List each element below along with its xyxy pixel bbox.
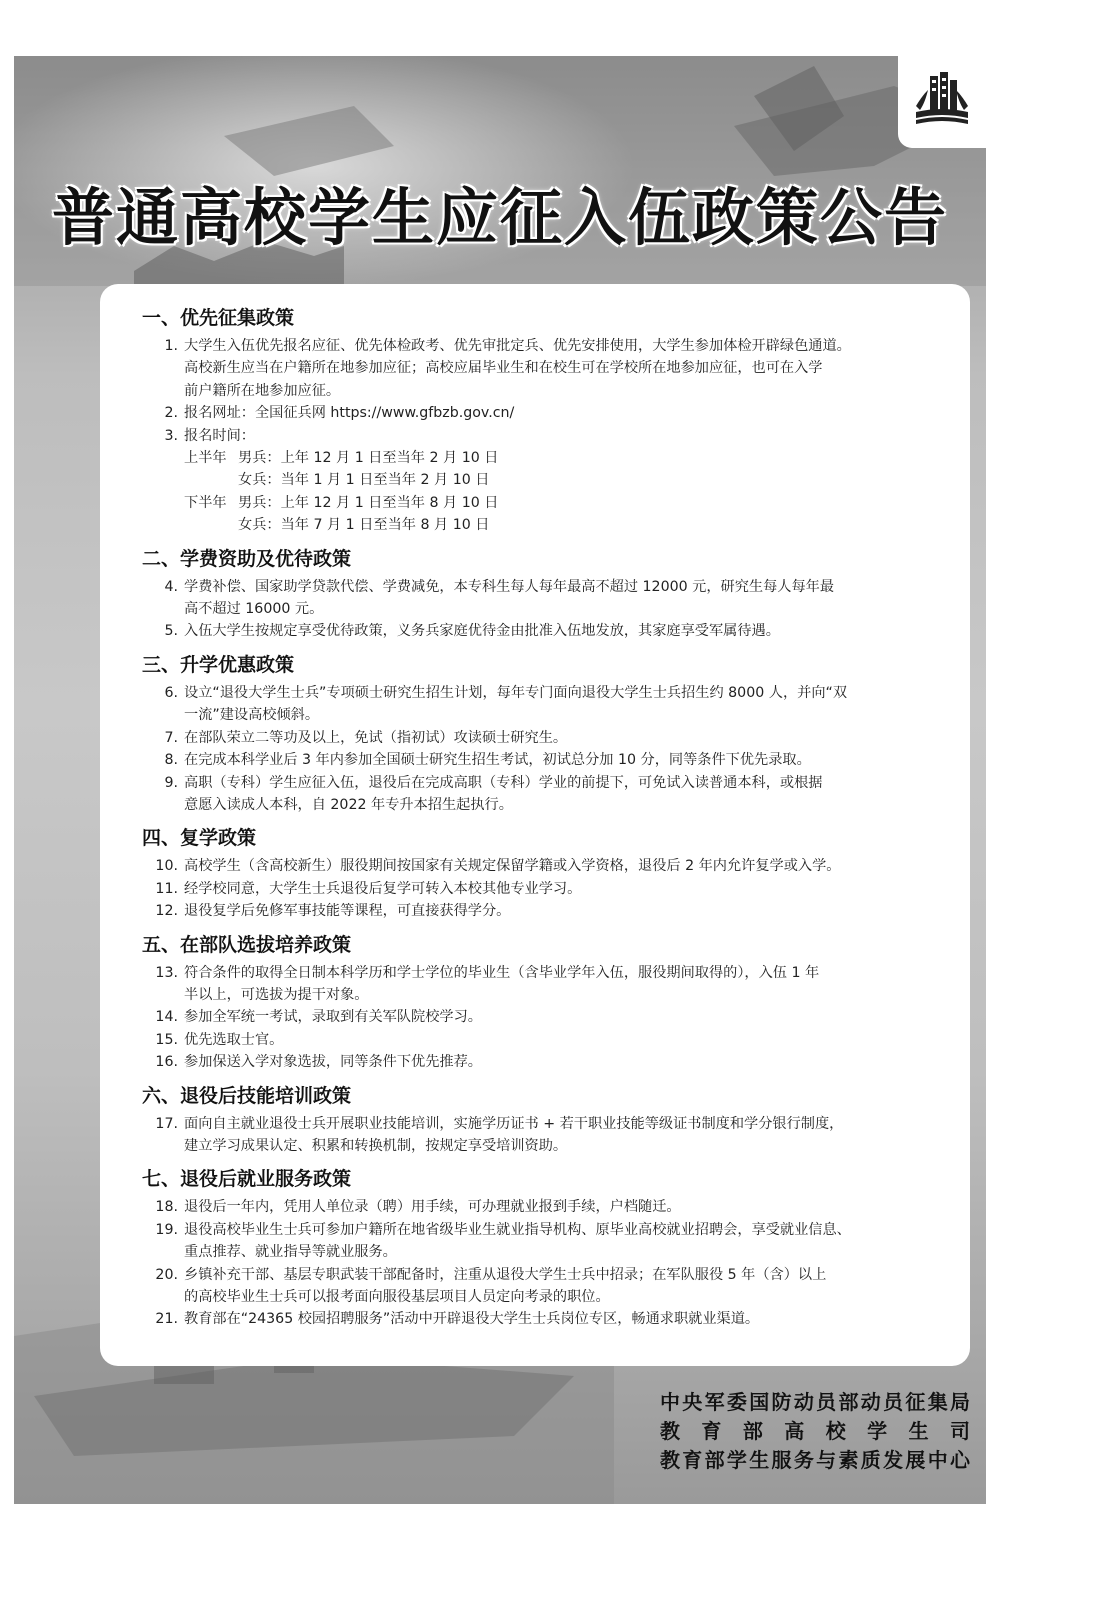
policy-item (142, 727, 942, 749)
item-number: 20. (155, 1266, 178, 1283)
policy-item (142, 1264, 942, 1309)
item-number: 5. (164, 623, 178, 640)
item-number: 21. (155, 1311, 178, 1328)
policy-item (142, 772, 942, 817)
item-number: 14. (155, 1009, 178, 1026)
policy-item (142, 620, 942, 642)
schedule-term: 下半年 (184, 494, 227, 511)
item-text-line: 报名网址：全国征兵网 https://www.gfbzb.gov.cn/ (184, 405, 515, 422)
item-text-line: 高校学生（含高校新生）服役期间按国家有关规定保留学籍或入学资格，退役后 2 年内允许复学或入学。 (184, 858, 841, 875)
schedule-row (142, 447, 942, 469)
logo-tab (898, 56, 986, 148)
item-text-line: 设立“退役大学生士兵”专项硕士研究生招生计划，每年专门面向退役大学生士兵招生约 8000 人，并向“双 (184, 684, 848, 701)
item-number: 7. (164, 729, 178, 746)
item-number: 9. (164, 774, 178, 791)
schedule-row (142, 492, 942, 514)
item-number: 3. (164, 427, 178, 444)
issuer-name: 教育部高校学生司 (660, 1419, 970, 1443)
schedule-row (142, 514, 942, 536)
schedule-term: 上半年 (184, 450, 227, 467)
item-text-line: 重点推荐、就业指导等就业服务。 (184, 1244, 397, 1261)
policy-content (142, 304, 942, 1331)
policy-item (142, 878, 942, 900)
building-logo-icon (912, 70, 972, 130)
item-text-line: 参加全军统一考试，录取到有关军队院校学习。 (184, 1009, 482, 1026)
policy-item (142, 335, 942, 402)
item-text-line: 参加保送入学对象选拔，同等条件下优先推荐。 (184, 1054, 482, 1071)
policy-item (142, 900, 942, 922)
section-title: 四、复学政策 (142, 827, 257, 850)
item-number: 11. (155, 880, 178, 897)
item-text-line: 建立学习成果认定、积累和转换机制，按规定享受培训资助。 (184, 1137, 568, 1154)
policy-item (142, 1196, 942, 1218)
item-text-line: 报名时间： (184, 427, 255, 444)
issuer-name: 中央军委国防动员部动员征集局 (660, 1390, 970, 1414)
item-text-line: 符合条件的取得全日制本科学历和学士学位的毕业生（含毕业学年入伍，服役期间取得的），入伍 1 年 (184, 964, 820, 981)
schedule-row (142, 469, 942, 491)
item-text-line: 高不超过 16000 元。 (184, 601, 324, 618)
item-text-line: 退役后一年内，凭用人单位录（聘）用手续，可办理就业报到手续，户档随迁。 (184, 1199, 681, 1216)
item-number: 18. (155, 1199, 178, 1216)
policy-item (142, 1219, 942, 1264)
item-text-line: 高职（专科）学生应征入伍，退役后在完成高职（专科）学业的前提下，可免试入读普通本科，或根据 (184, 774, 823, 791)
item-text-line: 意愿入读成人本科，自 2022 年专升本招生起执行。 (184, 796, 513, 813)
schedule-term (184, 514, 238, 536)
item-text-line: 教育部在“24365 校园招聘服务”活动中开辟退役大学生士兵岗位专区，畅通求职就业渠道。 (184, 1311, 760, 1328)
schedule-dates: 女兵：当年 1 月 1 日至当年 2 月 10 日 (238, 472, 490, 489)
item-text-line: 退役高校毕业生士兵可参加户籍所在地省级毕业生就业指导机构、原毕业高校就业招聘会，享受就业信息、 (184, 1221, 851, 1238)
item-number: 6. (164, 684, 178, 701)
item-text-line: 在完成本科学业后 3 年内参加全国硕士研究生招生考试，初试总分加 10 分，同等条件下优先录取。 (184, 752, 811, 769)
item-text-line: 入伍大学生按规定享受优待政策，义务兵家庭优待金由批准入伍地发放，其家庭享受军属待遇。 (184, 623, 780, 640)
policy-item (142, 962, 942, 1007)
item-number: 2. (164, 405, 178, 422)
policy-item (142, 682, 942, 727)
item-number: 1. (164, 338, 178, 354)
schedule-dates: 男兵：上年 12 月 1 日至当年 8 月 10 日 (238, 494, 499, 511)
item-text-line: 高校新生应当在户籍所在地参加应征；高校应届毕业生和在校生可在学校所在地参加应征，也可在入学 (184, 360, 823, 377)
issuer-name: 教育部学生服务与素质发展中心 (660, 1448, 970, 1472)
poster-background (14, 56, 986, 1504)
item-number: 17. (155, 1115, 178, 1132)
policy-item (142, 1113, 942, 1158)
policy-item (142, 576, 942, 621)
policy-item (142, 749, 942, 771)
policy-item (142, 1051, 942, 1073)
item-number: 19. (155, 1221, 178, 1238)
item-number: 8. (164, 752, 178, 769)
item-text-line: 的高校毕业生士兵可以报考面向服役基层项目人员定向考录的职位。 (184, 1289, 610, 1305)
section-title: 六、退役后技能培训政策 (142, 1084, 352, 1107)
item-text-line: 大学生入伍优先报名应征、优先体检政考、优先审批定兵、优先安排使用，大学生参加体检开辟绿色通道。 (184, 338, 851, 354)
policy-item (142, 1029, 942, 1051)
item-number: 10. (155, 858, 178, 875)
item-text-line: 学费补偿、国家助学贷款代偿、学费减免，本专科生每人每年最高不超过 12000 元，研究生每人每年最 (184, 578, 835, 595)
item-text-line: 乡镇补充干部、基层专职武装干部配备时，注重从退役大学生士兵中招录；在军队服役 5 年（含）以上 (184, 1266, 827, 1283)
item-number: 12. (155, 903, 178, 920)
policy-item (142, 402, 942, 424)
item-text-line: 一流”建设高校倾斜。 (184, 707, 320, 724)
item-number: 15. (155, 1031, 178, 1048)
policy-panel (100, 284, 970, 1366)
schedule-dates: 男兵：上年 12 月 1 日至当年 2 月 10 日 (238, 450, 499, 467)
page-title: 普通高校学生应征入伍政策公告 (51, 181, 948, 254)
section-title: 五、在部队选拔培养政策 (142, 933, 352, 956)
policy-item (142, 1308, 942, 1330)
policy-item (142, 425, 942, 447)
item-text-line: 优先选取士官。 (184, 1031, 284, 1048)
item-text-line: 半以上，可选拔为提干对象。 (184, 986, 369, 1003)
item-text-line: 面向自主就业退役士兵开展职业技能培训，实施学历证书 + 若干职业技能等级证书制度和学分银行制度， (184, 1115, 844, 1132)
item-text-line: 前户籍所在地参加应征。 (184, 382, 341, 399)
item-text-line: 经学校同意，大学生士兵退役后复学可转入本校其他专业学习。 (184, 880, 582, 897)
item-text-line: 在部队荣立二等功及以上，免试（指初试）攻读硕士研究生。 (184, 729, 568, 746)
item-number: 4. (164, 578, 178, 595)
schedule-dates: 女兵：当年 7 月 1 日至当年 8 月 10 日 (238, 517, 490, 534)
schedule-term (184, 469, 238, 491)
item-number: 16. (155, 1054, 178, 1071)
issuer-signature (660, 1388, 970, 1475)
policy-item (142, 1006, 942, 1028)
section-title: 二、学费资助及优待政策 (142, 547, 352, 570)
section-title: 一、优先征集政策 (142, 307, 295, 329)
section-title: 三、升学优惠政策 (142, 653, 295, 676)
policy-item (142, 855, 942, 877)
item-number: 13. (155, 964, 178, 981)
item-text-line: 退役复学后免修军事技能等课程，可直接获得学分。 (184, 903, 511, 920)
section-title: 七、退役后就业服务政策 (142, 1168, 352, 1191)
